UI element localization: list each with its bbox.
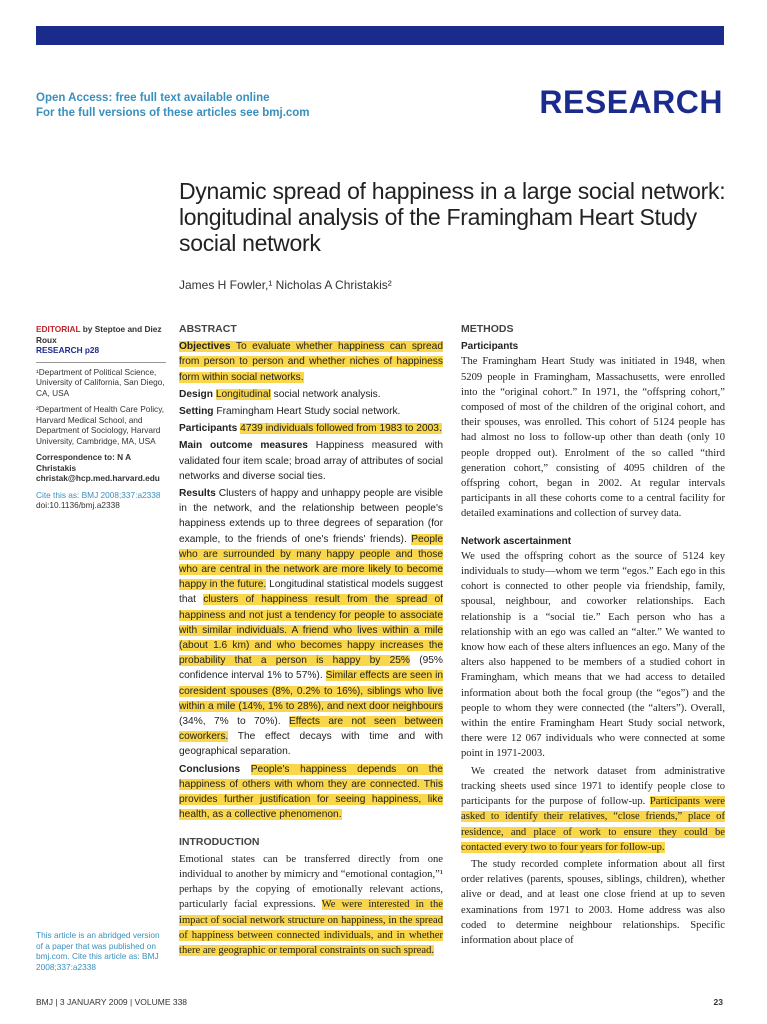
- objectives-label: Objectives: [179, 341, 231, 353]
- abstract-outcome: [179, 438, 443, 484]
- dataset-paragraph: [461, 764, 725, 855]
- editorial-note: [36, 324, 166, 356]
- design-label: Design: [179, 388, 213, 400]
- sidebar-divider: [36, 362, 166, 363]
- section-label: RESEARCH: [539, 84, 723, 120]
- editorial-text: by Steptoe and Diez Roux: [36, 324, 162, 345]
- sidebar: [36, 324, 166, 517]
- recorded-paragraph: The study recorded complete information about all first order relatives (parents, spouses, siblings, children), whether alive or dead, and at least one close friend at up to seven examinations from 1971 to 2003. Home address was also coded to determine neighbour relationships. Specific information about place of: [461, 858, 725, 946]
- participants-text: 4739 individuals followed from 1983 to 2003.: [240, 423, 442, 435]
- network-paragraph: We used the offspring cohort as the source of 5124 key individuals to study—whom we term “egos.” Each ego in this cohort is connected to other people via friendship, family, spousal, neighbour, and coworker relationships. Each relationship is a “social tie.” Each person who has a relationship with an ego was called an “alter.” We wanted to know how each of these alters influences an ego. Many of the alters also happened to be members of a studied cohort in Framingham, which means that we had access to detailed information about both the focal group (the “egos”) and the people to whom they were connected (the “alters”). Overall, within the entire Framingham Heart Study social network, there were 12 067 individuals who were connected at some point in 1971-2003.: [461, 550, 725, 760]
- top-color-bar: [36, 26, 724, 45]
- open-access-notice: [36, 91, 310, 121]
- setting-text: Framingham Heart Study social network.: [216, 406, 401, 418]
- methods-heading: METHODS: [461, 323, 514, 335]
- conclusions-label: Conclusions: [179, 763, 241, 775]
- abstract-design: [179, 387, 443, 402]
- journal-footer: BMJ | 3 JANUARY 2009 | VOLUME 338: [36, 997, 188, 1007]
- dataset-part-1: We created the network dataset from administrative tracking sheets used since 1971 to identify people close to participants for the purpose of follow-up.: [461, 765, 725, 808]
- introduction-heading: INTRODUCTION: [179, 835, 260, 848]
- participants-paragraph: The Framingham Heart Study was initiated in 1948, when 5209 people in Framingham, Massachusetts, were enrolled into the “original cohort.” In 1971, the “offspring cohort,” composed of most of the children of the original cohort, and their spouses, was enrolled. This cohort of 5124 people has had almost no loss to follow-up other than death (only 10 people dropped out). Enrolment of the so called “third generation cohort,” consisting of 4095 children of the offspring cohort, began in 2002. At regular intervals participants in all these cohorts come to a central facility for detailed examinations and collection of survey data.: [461, 356, 725, 520]
- results-label: Results: [179, 488, 216, 500]
- results-part-6: Similar effects are seen in coresident spouses (8%, 0.2% to 16%), siblings who live within a mile (14%, 1% to 28%), and next door neighbours: [179, 670, 443, 712]
- objectives-text: To evaluate whether happiness can spread from person to person and whether niches of happiness form within social networks.: [179, 341, 443, 383]
- abstract-column: [179, 322, 443, 960]
- article-title: Dynamic spread of happiness in a large social network: longitudinal analysis of the Framingham Heart Study social network: [179, 178, 726, 256]
- article-authors: James H Fowler,¹ Nicholas A Christakis²: [179, 278, 392, 292]
- outcome-label: Main outcome measures: [179, 440, 308, 452]
- abstract-results: [179, 486, 443, 760]
- intro-part-1: Emotional states can be transferred directly from one individual to another by mimicry and “emotional contagion,”¹ perhaps by the copying of emotionally relevant actions, particularly facial expressions.: [179, 853, 443, 911]
- correspondence: Correspondence to: N A Christakis christak@hcp.med.harvard.edu: [36, 452, 160, 483]
- abstract-conclusions: [179, 762, 443, 823]
- results-part-3: Longitudinal statistical models suggest that: [179, 579, 443, 606]
- results-part-7: (34%, 7% to 70%).: [179, 716, 289, 728]
- dataset-part-2: Participants were asked to identify their relatives, “close friends,” place of residence, and place of work to ensure they could be contacted every two to four years for follow-up.: [461, 796, 725, 853]
- citation-block: [36, 490, 166, 511]
- abstract-setting: [179, 404, 443, 419]
- editorial-label: EDITORIAL: [36, 324, 81, 334]
- affiliation-1: ¹Department of Political Science, University of California, San Diego, CA, USA: [36, 366, 165, 398]
- intro-part-2: We were interested in the impact of social network structure on happiness, in the spread of happiness between connected individuals, and in whether there are geographic or temporal constraints on such spread.: [179, 899, 444, 956]
- research-ref: RESEARCH p28: [36, 345, 100, 355]
- setting-label: Setting: [179, 406, 214, 418]
- results-part-4: clusters of happiness result from the spread of happiness and not just a tendency for people to associate with similar individuals. A friend who lives within a mile (about 1.6 km) and who becomes happy increases the probability that a person is happy by 25%: [179, 594, 443, 667]
- design-rest: social network analysis.: [270, 388, 381, 400]
- open-access-line-2: For the full versions of these articles see bmj.com: [36, 107, 310, 119]
- design-highlight: Longitudinal: [215, 388, 271, 400]
- network-subheading: Network ascertainment: [461, 535, 572, 547]
- participants-subheading: Participants: [461, 341, 519, 353]
- results-part-1: Clusters of happy and unhappy people are visible in the network, and the relationship between people's happiness extends up to three degrees of separation (for example, to the friends of one's friends' friends).: [179, 488, 443, 545]
- cite-as: Cite this as: BMJ 2008;337:a2338: [36, 489, 161, 500]
- conclusions-text: People's happiness depends on the happiness of others with whom they are connected. This provides further justification for seeing happiness, like health, as a collective phenomenon.: [179, 763, 443, 821]
- results-part-9: The effect decays with time and with geographical separation.: [179, 731, 443, 758]
- open-access-line-1: Open Access: free full text available online: [36, 92, 270, 104]
- abstract-participants: [179, 421, 443, 436]
- results-part-8: Effects are not seen between coworkers.: [179, 716, 443, 743]
- abridged-note: This article is an abridged version of a paper that was published on bmj.com. Cite this article as: BMJ 2008;337:a2338: [36, 930, 160, 972]
- affiliation-2: ²Department of Health Care Policy, Harvard Medical School, and Department of Sociology, Harvard University, Cambridge, MA, USA: [36, 404, 165, 446]
- abstract-objectives: [179, 339, 443, 385]
- page-number: 23: [713, 997, 723, 1007]
- results-part-5: (95% confidence interval 1% to 57%).: [179, 655, 443, 682]
- doi: doi:10.1136/bmj.a2338: [36, 500, 120, 510]
- participants-label: Participants: [179, 423, 238, 435]
- results-part-2: People who are surrounded by many happy people and those who are central in the network are more likely to become happy in the future.: [179, 533, 443, 591]
- introduction-text: [179, 852, 443, 958]
- abstract-heading: ABSTRACT: [179, 323, 237, 335]
- outcome-text: Happiness measured with validated four item scale; broad array of attributes of social networks and diverse social ties.: [179, 440, 443, 482]
- methods-column: [461, 322, 725, 950]
